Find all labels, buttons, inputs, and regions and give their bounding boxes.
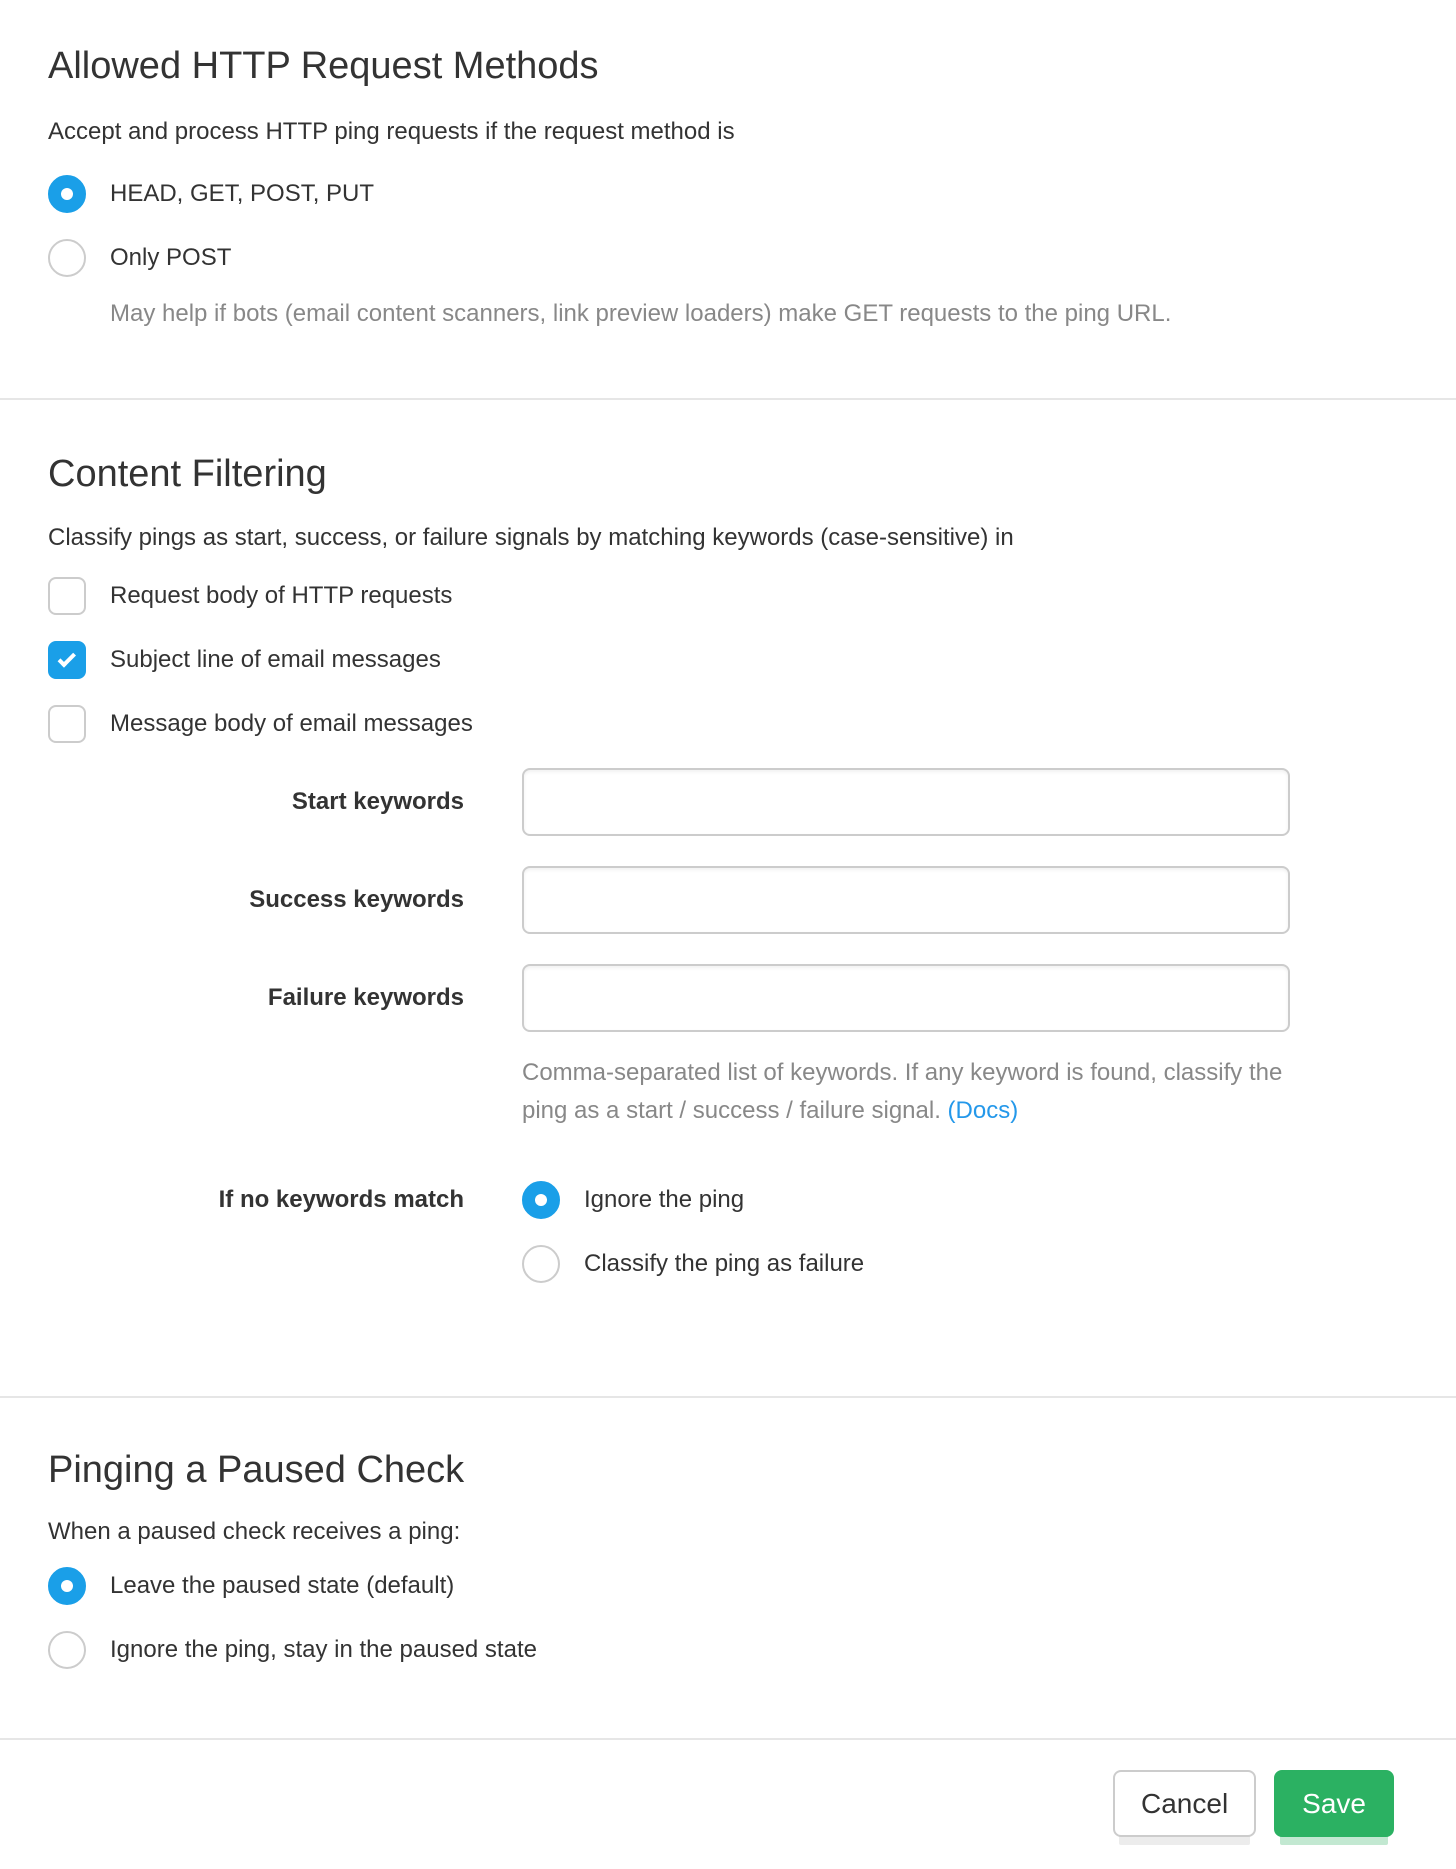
radio-option-label: Classify the ping as failure	[584, 1250, 865, 1277]
checkbox-label: Subject line of email messages	[110, 646, 441, 673]
checkbox-request-body[interactable]	[48, 576, 1408, 616]
radio-dot	[61, 188, 73, 200]
radio-option-label: Ignore the ping, stay in the paused state	[110, 1636, 537, 1663]
radio-selected-icon[interactable]	[522, 1181, 560, 1219]
radio-unselected-icon[interactable]	[48, 239, 86, 277]
radio-option-only-post[interactable]	[48, 238, 1408, 278]
section-description: Accept and process HTTP ping requests if the request method is	[48, 118, 735, 145]
section-title-content-filtering: Content Filtering	[48, 453, 327, 495]
section-title-paused-check: Pinging a Paused Check	[48, 1449, 465, 1491]
radio-selected-icon[interactable]	[48, 1567, 86, 1605]
success-keywords-input[interactable]	[522, 866, 1290, 934]
section-http-methods	[0, 0, 1456, 400]
radio-option-head-get-post-put[interactable]	[48, 174, 1408, 214]
start-keywords-input[interactable]	[522, 768, 1290, 836]
checkmark-icon	[57, 649, 75, 667]
start-keywords-label: Start keywords	[291, 788, 464, 815]
only-post-help-text: May help if bots (email content scanners, link preview loaders) make GET requests to the ping URL.	[110, 300, 1172, 327]
section-description: Classify pings as start, success, or failure signals by matching keywords (case-sensitive) in	[48, 524, 1014, 551]
radio-unselected-icon[interactable]	[48, 1631, 86, 1669]
failure-keywords-input[interactable]	[522, 964, 1290, 1032]
form-row-no-keywords-match	[48, 1180, 1408, 1284]
section-description: When a paused check receives a ping:	[48, 1518, 461, 1545]
radio-selected-icon[interactable]	[48, 175, 86, 213]
docs-link[interactable]: (Docs)	[947, 1097, 1019, 1124]
form-row-success-keywords	[48, 866, 1408, 934]
checkbox-checked-icon[interactable]	[48, 641, 86, 679]
radio-unselected-icon[interactable]	[522, 1245, 560, 1283]
save-button[interactable]: Save	[1274, 1770, 1394, 1837]
radio-option-label: Leave the paused state (default)	[110, 1572, 455, 1599]
failure-keywords-label: Failure keywords	[267, 984, 464, 1011]
success-keywords-label: Success keywords	[249, 886, 464, 913]
no-keywords-match-options	[522, 1180, 1290, 1284]
radio-option-stay-paused[interactable]	[48, 1630, 1408, 1670]
form-row-start-keywords	[48, 768, 1408, 836]
radio-option-classify-failure[interactable]	[522, 1244, 1290, 1284]
cancel-button[interactable]: Cancel	[1113, 1770, 1256, 1837]
section-content-filtering	[0, 400, 1456, 1398]
radio-option-leave-paused[interactable]	[48, 1566, 1408, 1606]
checkbox-message-body[interactable]	[48, 704, 1408, 744]
form-footer	[0, 1740, 1456, 1869]
no-keywords-match-label: If no keywords match	[218, 1186, 464, 1213]
radio-option-ignore-ping[interactable]	[522, 1180, 1290, 1220]
keywords-help-body: Comma-separated list of keywords. If any keyword is found, classify the ping as a start / success / failure signal.	[522, 1059, 1283, 1124]
form-row-keywords-help	[48, 1054, 1408, 1130]
checkbox-subject-line[interactable]	[48, 640, 1408, 680]
form-row-failure-keywords	[48, 964, 1408, 1032]
radio-option-label: HEAD, GET, POST, PUT	[110, 180, 375, 207]
radio-option-label: Only POST	[110, 244, 232, 271]
checkbox-unchecked-icon[interactable]	[48, 705, 86, 743]
radio-dot	[535, 1194, 547, 1206]
checkbox-unchecked-icon[interactable]	[48, 577, 86, 615]
radio-dot	[61, 1580, 73, 1592]
section-paused-check	[0, 1398, 1456, 1740]
section-title-http-methods: Allowed HTTP Request Methods	[48, 45, 599, 87]
checkbox-label: Message body of email messages	[110, 710, 473, 737]
keywords-help-text	[522, 1054, 1290, 1130]
radio-option-label: Ignore the ping	[584, 1186, 745, 1213]
checkbox-label: Request body of HTTP requests	[110, 582, 453, 609]
